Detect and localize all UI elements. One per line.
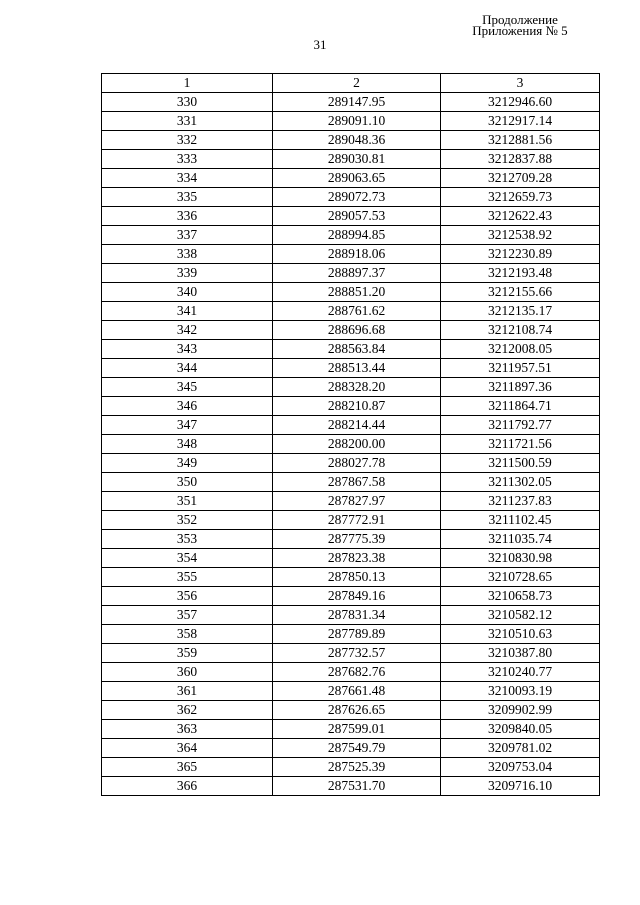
point-number-cell: 358 (102, 625, 273, 644)
x-coordinate-cell: 288513.44 (273, 359, 441, 378)
table-row (102, 245, 600, 264)
point-number-cell: 354 (102, 549, 273, 568)
table-row (102, 663, 600, 682)
point-number-cell: 351 (102, 492, 273, 511)
x-coordinate-cell: 287661.48 (273, 682, 441, 701)
y-coordinate-cell: 3209753.04 (441, 758, 600, 777)
y-coordinate-cell: 3209840.05 (441, 720, 600, 739)
x-coordinate-cell: 289048.36 (273, 131, 441, 150)
table-row (102, 435, 600, 454)
x-coordinate-cell: 287789.89 (273, 625, 441, 644)
point-number-cell: 338 (102, 245, 273, 264)
point-number-cell: 363 (102, 720, 273, 739)
point-number-cell: 339 (102, 264, 273, 283)
table-row (102, 112, 600, 131)
point-number-cell: 330 (102, 93, 273, 112)
table-row (102, 131, 600, 150)
x-coordinate-cell: 289063.65 (273, 169, 441, 188)
x-coordinate-cell: 288918.06 (273, 245, 441, 264)
y-coordinate-cell: 3212108.74 (441, 321, 600, 340)
table-row (102, 682, 600, 701)
x-coordinate-cell: 288328.20 (273, 378, 441, 397)
x-coordinate-cell: 287549.79 (273, 739, 441, 758)
table-row (102, 169, 600, 188)
point-number-cell: 364 (102, 739, 273, 758)
table-row (102, 188, 600, 207)
y-coordinate-cell: 3212135.17 (441, 302, 600, 321)
point-number-cell: 341 (102, 302, 273, 321)
y-coordinate-cell: 3212709.28 (441, 169, 600, 188)
continuation-line-1: Продолжение (482, 12, 558, 27)
y-coordinate-cell: 3212622.43 (441, 207, 600, 226)
x-coordinate-cell: 287823.38 (273, 549, 441, 568)
coordinates-table (101, 73, 600, 796)
table-row (102, 530, 600, 549)
x-coordinate-cell: 288200.00 (273, 435, 441, 454)
table-row (102, 549, 600, 568)
y-coordinate-cell: 3211500.59 (441, 454, 600, 473)
table-row (102, 777, 600, 796)
x-coordinate-cell: 287849.16 (273, 587, 441, 606)
point-number-cell: 344 (102, 359, 273, 378)
point-number-cell: 343 (102, 340, 273, 359)
x-coordinate-cell: 287599.01 (273, 720, 441, 739)
y-coordinate-cell: 3211035.74 (441, 530, 600, 549)
column-header-3: 3 (441, 74, 600, 93)
table-row (102, 701, 600, 720)
x-coordinate-cell: 288027.78 (273, 454, 441, 473)
y-coordinate-cell: 3212193.48 (441, 264, 600, 283)
point-number-cell: 357 (102, 606, 273, 625)
table-row (102, 473, 600, 492)
x-coordinate-cell: 288563.84 (273, 340, 441, 359)
x-coordinate-cell: 288851.20 (273, 283, 441, 302)
point-number-cell: 336 (102, 207, 273, 226)
y-coordinate-cell: 3210830.98 (441, 549, 600, 568)
y-coordinate-cell: 3211864.71 (441, 397, 600, 416)
y-coordinate-cell: 3212837.88 (441, 150, 600, 169)
x-coordinate-cell: 288761.62 (273, 302, 441, 321)
table-row (102, 340, 600, 359)
x-coordinate-cell: 287827.97 (273, 492, 441, 511)
x-coordinate-cell: 288214.44 (273, 416, 441, 435)
table-row (102, 492, 600, 511)
point-number-cell: 337 (102, 226, 273, 245)
appendix-continuation-note (440, 14, 600, 36)
point-number-cell: 352 (102, 511, 273, 530)
point-number-cell: 346 (102, 397, 273, 416)
x-coordinate-cell: 288696.68 (273, 321, 441, 340)
x-coordinate-cell: 287772.91 (273, 511, 441, 530)
point-number-cell: 331 (102, 112, 273, 131)
table-header-row (102, 74, 600, 93)
table-row (102, 739, 600, 758)
table-row (102, 264, 600, 283)
point-number-cell: 342 (102, 321, 273, 340)
x-coordinate-cell: 288994.85 (273, 226, 441, 245)
x-coordinate-cell: 289091.10 (273, 112, 441, 131)
table-row (102, 720, 600, 739)
x-coordinate-cell: 289057.53 (273, 207, 441, 226)
y-coordinate-cell: 3209716.10 (441, 777, 600, 796)
table-row (102, 587, 600, 606)
column-header-1: 1 (102, 74, 273, 93)
point-number-cell: 366 (102, 777, 273, 796)
y-coordinate-cell: 3211302.05 (441, 473, 600, 492)
continuation-line-2: Приложения № 5 (472, 23, 568, 38)
point-number-cell: 334 (102, 169, 273, 188)
table-row (102, 568, 600, 587)
x-coordinate-cell: 287831.34 (273, 606, 441, 625)
x-coordinate-cell: 288210.87 (273, 397, 441, 416)
point-number-cell: 335 (102, 188, 273, 207)
table-row (102, 226, 600, 245)
x-coordinate-cell: 287531.70 (273, 777, 441, 796)
table-row (102, 644, 600, 663)
table-row (102, 511, 600, 530)
point-number-cell: 361 (102, 682, 273, 701)
table-row (102, 416, 600, 435)
x-coordinate-cell: 287525.39 (273, 758, 441, 777)
y-coordinate-cell: 3212155.66 (441, 283, 600, 302)
y-coordinate-cell: 3209781.02 (441, 739, 600, 758)
x-coordinate-cell: 289072.73 (273, 188, 441, 207)
x-coordinate-cell: 287850.13 (273, 568, 441, 587)
y-coordinate-cell: 3211792.77 (441, 416, 600, 435)
point-number-cell: 360 (102, 663, 273, 682)
point-number-cell: 350 (102, 473, 273, 492)
y-coordinate-cell: 3211957.51 (441, 359, 600, 378)
point-number-cell: 345 (102, 378, 273, 397)
y-coordinate-cell: 3209902.99 (441, 701, 600, 720)
table-row (102, 321, 600, 340)
x-coordinate-cell: 287775.39 (273, 530, 441, 549)
y-coordinate-cell: 3210240.77 (441, 663, 600, 682)
table-body (102, 93, 600, 796)
point-number-cell: 332 (102, 131, 273, 150)
x-coordinate-cell: 288897.37 (273, 264, 441, 283)
table-row (102, 93, 600, 112)
table-row (102, 283, 600, 302)
y-coordinate-cell: 3211721.56 (441, 435, 600, 454)
point-number-cell: 353 (102, 530, 273, 549)
point-number-cell: 365 (102, 758, 273, 777)
x-coordinate-cell: 287626.65 (273, 701, 441, 720)
y-coordinate-cell: 3210728.65 (441, 568, 600, 587)
point-number-cell: 348 (102, 435, 273, 454)
point-number-cell: 356 (102, 587, 273, 606)
page-number: 31 (313, 37, 327, 52)
x-coordinate-cell: 287732.57 (273, 644, 441, 663)
point-number-cell: 340 (102, 283, 273, 302)
point-number-cell: 347 (102, 416, 273, 435)
table-row (102, 359, 600, 378)
y-coordinate-cell: 3212659.73 (441, 188, 600, 207)
point-number-cell: 333 (102, 150, 273, 169)
x-coordinate-cell: 287867.58 (273, 473, 441, 492)
table-row (102, 150, 600, 169)
table-row (102, 378, 600, 397)
y-coordinate-cell: 3210510.63 (441, 625, 600, 644)
point-number-cell: 349 (102, 454, 273, 473)
point-number-cell: 362 (102, 701, 273, 720)
point-number-cell: 359 (102, 644, 273, 663)
y-coordinate-cell: 3210658.73 (441, 587, 600, 606)
y-coordinate-cell: 3210093.19 (441, 682, 600, 701)
y-coordinate-cell: 3210582.12 (441, 606, 600, 625)
y-coordinate-cell: 3210387.80 (441, 644, 600, 663)
x-coordinate-cell: 289147.95 (273, 93, 441, 112)
table-header (102, 74, 600, 93)
y-coordinate-cell: 3212946.60 (441, 93, 600, 112)
table-row (102, 454, 600, 473)
y-coordinate-cell: 3211237.83 (441, 492, 600, 511)
table-row (102, 397, 600, 416)
x-coordinate-cell: 287682.76 (273, 663, 441, 682)
table-row (102, 207, 600, 226)
y-coordinate-cell: 3211102.45 (441, 511, 600, 530)
column-header-2: 2 (273, 74, 441, 93)
y-coordinate-cell: 3212008.05 (441, 340, 600, 359)
table-row (102, 606, 600, 625)
table-row (102, 758, 600, 777)
y-coordinate-cell: 3212917.14 (441, 112, 600, 131)
x-coordinate-cell: 289030.81 (273, 150, 441, 169)
y-coordinate-cell: 3211897.36 (441, 378, 600, 397)
y-coordinate-cell: 3212881.56 (441, 131, 600, 150)
point-number-cell: 355 (102, 568, 273, 587)
y-coordinate-cell: 3212538.92 (441, 226, 600, 245)
table-row (102, 625, 600, 644)
y-coordinate-cell: 3212230.89 (441, 245, 600, 264)
table-row (102, 302, 600, 321)
